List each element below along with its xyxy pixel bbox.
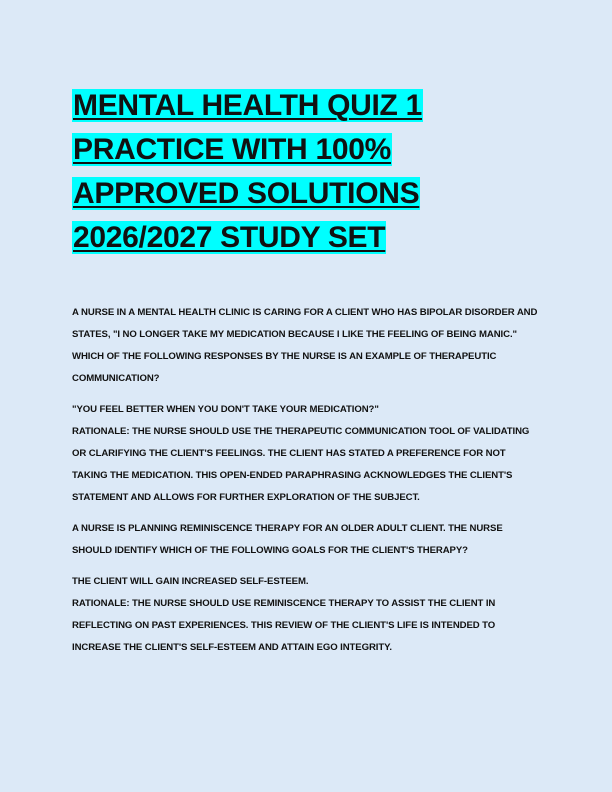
rationale-text: RATIONALE: THE NURSE SHOULD USE REMINISCENCE THERAPY TO ASSIST THE CLIENT IN REFLECTING ON PAST EXPERIENCES. THIS REVIEW OF THE CLIENT'S LIFE IS INTENDED TO INCREASE THE CLIENT'S SELF-ESTEEM AND ATTAIN EGO INTEGRITY.	[72, 598, 496, 653]
question-block	[72, 518, 542, 659]
title-highlight: MENTAL HEALTH QUIZ 1 PRACTICE WITH 100% APPROVED SOLUTIONS 2026/2027 STUDY SET	[73, 89, 422, 254]
question-block	[72, 302, 542, 509]
answer-text: "YOU FEEL BETTER WHEN YOU DON'T TAKE YOUR MEDICATION?"	[72, 404, 379, 415]
rationale-text: RATIONALE: THE NURSE SHOULD USE THE THERAPEUTIC COMMUNICATION TOOL OF VALIDATING OR CLARIFYING THE CLIENT'S FEELINGS. THE CLIENT HAS STATED A PREFERENCE FOR NOT TAKING THE MEDICATION. THIS OPEN-ENDED PARAPHRASING ACKNOWLEDGES THE CLIENT'S STATEMENT AND ALLOWS FOR FURTHER EXPLORATION OF THE SUBJECT.	[72, 426, 530, 503]
answer-text: THE CLIENT WILL GAIN INCREASED SELF-ESTEEM.	[72, 576, 309, 587]
document-body	[72, 302, 542, 659]
question-text: A NURSE IN A MENTAL HEALTH CLINIC IS CARING FOR A CLIENT WHO HAS BIPOLAR DISORDER AND STATES, "I NO LONGER TAKE MY MEDICATION BECAUSE I LIKE THE FEELING OF BEING MANIC." WHICH OF THE FOLLOWING RESPONSES BY THE NURSE IS AN EXAMPLE OF THERAPEUTIC COMMUNICATION?	[72, 307, 538, 384]
question-text: A NURSE IS PLANNING REMINISCENCE THERAPY FOR AN OLDER ADULT CLIENT. THE NURSE SHOULD IDENTIFY WHICH OF THE FOLLOWING GOALS FOR THE CLIENT'S THERAPY?	[72, 523, 503, 556]
document-title	[72, 84, 452, 260]
